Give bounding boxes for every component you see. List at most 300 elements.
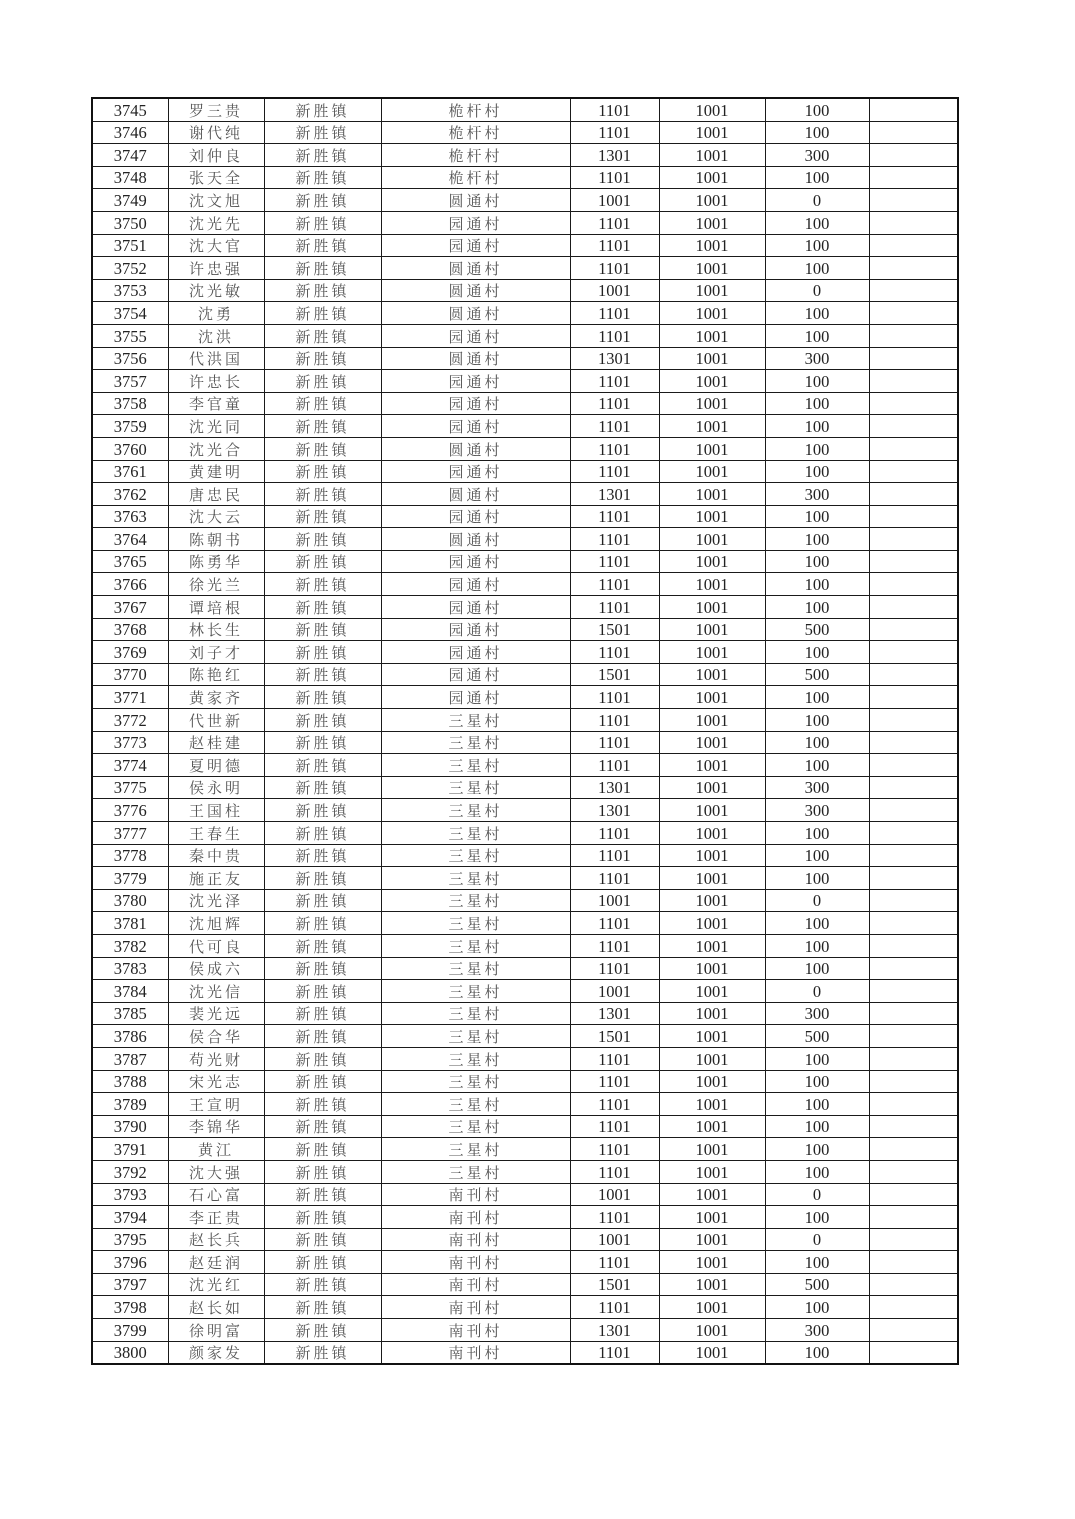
table-row (92, 1296, 958, 1319)
table-row (92, 370, 958, 393)
cell-name: 陈朝书 (168, 528, 264, 551)
cell-remark (869, 279, 958, 302)
cell-village: 三星村 (381, 980, 570, 1003)
cell-code-a: 1101 (570, 415, 659, 438)
cell-town: 新胜镇 (264, 1138, 381, 1161)
cell-serial: 3773 (92, 731, 168, 754)
cell-name: 侯永明 (168, 776, 264, 799)
cell-town: 新胜镇 (264, 528, 381, 551)
cell-village: 三星村 (381, 709, 570, 732)
cell-amount: 300 (765, 799, 869, 822)
cell-amount: 100 (765, 211, 869, 234)
cell-name: 李锦华 (168, 1115, 264, 1138)
cell-serial: 3787 (92, 1047, 168, 1070)
cell-town: 新胜镇 (264, 234, 381, 257)
cell-village: 三星村 (381, 889, 570, 912)
cell-code-a: 1101 (570, 505, 659, 528)
table-row (92, 1206, 958, 1229)
cell-code-a: 1101 (570, 257, 659, 280)
cell-amount: 100 (765, 844, 869, 867)
cell-name: 王宣明 (168, 1093, 264, 1116)
cell-amount: 100 (765, 166, 869, 189)
cell-village: 三星村 (381, 731, 570, 754)
cell-code-a: 1101 (570, 437, 659, 460)
cell-remark (869, 324, 958, 347)
cell-town: 新胜镇 (264, 257, 381, 280)
cell-name: 沈文旭 (168, 189, 264, 212)
cell-town: 新胜镇 (264, 957, 381, 980)
cell-name: 沈光泽 (168, 889, 264, 912)
cell-amount: 100 (765, 370, 869, 393)
table-row (92, 1251, 958, 1274)
cell-village: 园通村 (381, 211, 570, 234)
cell-town: 新胜镇 (264, 912, 381, 935)
table-row (92, 1319, 958, 1342)
cell-name: 沈光同 (168, 415, 264, 438)
cell-code-b: 1001 (659, 98, 765, 121)
cell-code-a: 1301 (570, 347, 659, 370)
cell-village: 圆通村 (381, 437, 570, 460)
cell-name: 夏明德 (168, 754, 264, 777)
cell-name: 沈旭辉 (168, 912, 264, 935)
cell-village: 园通村 (381, 663, 570, 686)
cell-code-b: 1001 (659, 392, 765, 415)
cell-village: 园通村 (381, 641, 570, 664)
cell-amount: 100 (765, 460, 869, 483)
cell-serial: 3782 (92, 934, 168, 957)
cell-town: 新胜镇 (264, 596, 381, 619)
cell-code-b: 1001 (659, 1070, 765, 1093)
table-row (92, 1228, 958, 1251)
cell-amount: 100 (765, 1160, 869, 1183)
table-row (92, 1025, 958, 1048)
cell-town: 新胜镇 (264, 709, 381, 732)
table-row (92, 505, 958, 528)
cell-serial: 3769 (92, 641, 168, 664)
cell-code-b: 1001 (659, 596, 765, 619)
cell-remark (869, 596, 958, 619)
cell-code-a: 1501 (570, 1273, 659, 1296)
cell-name: 沈大强 (168, 1160, 264, 1183)
table-row (92, 980, 958, 1003)
cell-code-a: 1301 (570, 776, 659, 799)
table-row (92, 528, 958, 551)
cell-amount: 300 (765, 144, 869, 167)
table-row (92, 822, 958, 845)
cell-amount: 100 (765, 528, 869, 551)
cell-code-b: 1001 (659, 889, 765, 912)
cell-town: 新胜镇 (264, 1251, 381, 1274)
cell-town: 新胜镇 (264, 211, 381, 234)
cell-serial: 3763 (92, 505, 168, 528)
cell-amount: 100 (765, 437, 869, 460)
cell-remark (869, 1206, 958, 1229)
cell-code-a: 1101 (570, 324, 659, 347)
cell-name: 沈光先 (168, 211, 264, 234)
cell-amount: 100 (765, 1296, 869, 1319)
cell-code-a: 1001 (570, 189, 659, 212)
cell-village: 园通村 (381, 415, 570, 438)
cell-serial: 3789 (92, 1093, 168, 1116)
cell-town: 新胜镇 (264, 166, 381, 189)
cell-name: 罗三贵 (168, 98, 264, 121)
cell-code-a: 1301 (570, 144, 659, 167)
table-row (92, 1138, 958, 1161)
cell-remark (869, 1228, 958, 1251)
table-row (92, 189, 958, 212)
cell-remark (869, 957, 958, 980)
cell-name: 黄江 (168, 1138, 264, 1161)
cell-village: 圆通村 (381, 483, 570, 506)
cell-village: 园通村 (381, 686, 570, 709)
cell-code-a: 1101 (570, 392, 659, 415)
cell-remark (869, 663, 958, 686)
cell-remark (869, 1070, 958, 1093)
cell-amount: 300 (765, 1002, 869, 1025)
table-row (92, 641, 958, 664)
cell-village: 三星村 (381, 1070, 570, 1093)
cell-remark (869, 822, 958, 845)
cell-name: 唐忠民 (168, 483, 264, 506)
cell-name: 宋光志 (168, 1070, 264, 1093)
cell-amount: 0 (765, 1228, 869, 1251)
cell-village: 园通村 (381, 460, 570, 483)
cell-code-a: 1101 (570, 641, 659, 664)
cell-serial: 3747 (92, 144, 168, 167)
cell-village: 三星村 (381, 799, 570, 822)
cell-code-a: 1101 (570, 1047, 659, 1070)
cell-remark (869, 1319, 958, 1342)
table-row (92, 844, 958, 867)
cell-code-b: 1001 (659, 234, 765, 257)
cell-village: 三星村 (381, 1138, 570, 1161)
cell-remark (869, 528, 958, 551)
cell-town: 新胜镇 (264, 1206, 381, 1229)
cell-code-b: 1001 (659, 980, 765, 1003)
cell-serial: 3746 (92, 121, 168, 144)
cell-serial: 3772 (92, 709, 168, 732)
cell-code-a: 1101 (570, 211, 659, 234)
cell-town: 新胜镇 (264, 573, 381, 596)
table-row (92, 437, 958, 460)
cell-remark (869, 867, 958, 890)
cell-name: 沈大官 (168, 234, 264, 257)
table-row (92, 234, 958, 257)
cell-amount: 300 (765, 776, 869, 799)
cell-remark (869, 234, 958, 257)
cell-serial: 3779 (92, 867, 168, 890)
cell-code-a: 1101 (570, 754, 659, 777)
cell-serial: 3793 (92, 1183, 168, 1206)
cell-amount: 100 (765, 1341, 869, 1364)
cell-serial: 3785 (92, 1002, 168, 1025)
cell-remark (869, 302, 958, 325)
cell-serial: 3800 (92, 1341, 168, 1364)
cell-serial: 3757 (92, 370, 168, 393)
cell-village: 圆通村 (381, 257, 570, 280)
table-row (92, 1273, 958, 1296)
cell-code-b: 1001 (659, 121, 765, 144)
table-row (92, 754, 958, 777)
cell-serial: 3751 (92, 234, 168, 257)
cell-name: 秦中贵 (168, 844, 264, 867)
cell-village: 三星村 (381, 1002, 570, 1025)
cell-village: 三星村 (381, 1115, 570, 1138)
cell-code-a: 1101 (570, 709, 659, 732)
cell-town: 新胜镇 (264, 279, 381, 302)
cell-amount: 100 (765, 392, 869, 415)
cell-code-a: 1101 (570, 550, 659, 573)
cell-serial: 3775 (92, 776, 168, 799)
table-row (92, 1047, 958, 1070)
cell-amount: 100 (765, 1115, 869, 1138)
table-row (92, 460, 958, 483)
cell-code-b: 1001 (659, 1115, 765, 1138)
cell-code-a: 1501 (570, 618, 659, 641)
cell-code-a: 1001 (570, 889, 659, 912)
cell-town: 新胜镇 (264, 1047, 381, 1070)
cell-name: 侯成六 (168, 957, 264, 980)
cell-amount: 100 (765, 731, 869, 754)
cell-amount: 100 (765, 573, 869, 596)
cell-code-b: 1001 (659, 1251, 765, 1274)
table-row (92, 550, 958, 573)
cell-remark (869, 641, 958, 664)
cell-amount: 100 (765, 822, 869, 845)
cell-code-b: 1001 (659, 776, 765, 799)
cell-code-a: 1301 (570, 1002, 659, 1025)
cell-town: 新胜镇 (264, 550, 381, 573)
cell-amount: 100 (765, 912, 869, 935)
cell-name: 赵长如 (168, 1296, 264, 1319)
cell-serial: 3795 (92, 1228, 168, 1251)
cell-code-a: 1301 (570, 799, 659, 822)
cell-serial: 3781 (92, 912, 168, 935)
cell-remark (869, 1251, 958, 1274)
table-row (92, 483, 958, 506)
cell-serial: 3788 (92, 1070, 168, 1093)
cell-remark (869, 1047, 958, 1070)
cell-village: 园通村 (381, 596, 570, 619)
cell-serial: 3767 (92, 596, 168, 619)
table-row (92, 1160, 958, 1183)
cell-name: 施正友 (168, 867, 264, 890)
table-row (92, 121, 958, 144)
cell-code-b: 1001 (659, 279, 765, 302)
cell-village: 三星村 (381, 1160, 570, 1183)
cell-name: 许忠长 (168, 370, 264, 393)
cell-remark (869, 1025, 958, 1048)
cell-name: 沈大云 (168, 505, 264, 528)
table-row (92, 257, 958, 280)
cell-name: 王国柱 (168, 799, 264, 822)
cell-serial: 3768 (92, 618, 168, 641)
cell-code-a: 1101 (570, 934, 659, 957)
table-row (92, 912, 958, 935)
cell-code-b: 1001 (659, 211, 765, 234)
cell-village: 园通村 (381, 370, 570, 393)
cell-code-b: 1001 (659, 550, 765, 573)
data-table (91, 97, 959, 1365)
cell-code-a: 1101 (570, 686, 659, 709)
cell-remark (869, 121, 958, 144)
cell-amount: 0 (765, 1183, 869, 1206)
cell-name: 王春生 (168, 822, 264, 845)
cell-serial: 3761 (92, 460, 168, 483)
cell-village: 南刊村 (381, 1341, 570, 1364)
cell-amount: 500 (765, 663, 869, 686)
cell-remark (869, 1138, 958, 1161)
cell-amount: 100 (765, 754, 869, 777)
cell-code-b: 1001 (659, 844, 765, 867)
cell-amount: 100 (765, 505, 869, 528)
cell-town: 新胜镇 (264, 1002, 381, 1025)
cell-code-b: 1001 (659, 1228, 765, 1251)
cell-town: 新胜镇 (264, 1341, 381, 1364)
cell-code-b: 1001 (659, 1296, 765, 1319)
cell-serial: 3755 (92, 324, 168, 347)
cell-village: 桅杆村 (381, 98, 570, 121)
table-row (92, 618, 958, 641)
cell-code-a: 1101 (570, 1251, 659, 1274)
table-row (92, 776, 958, 799)
cell-amount: 0 (765, 189, 869, 212)
cell-amount: 100 (765, 686, 869, 709)
cell-code-b: 1001 (659, 1002, 765, 1025)
cell-serial: 3756 (92, 347, 168, 370)
cell-remark (869, 754, 958, 777)
cell-amount: 300 (765, 1319, 869, 1342)
cell-remark (869, 799, 958, 822)
cell-name: 沈光合 (168, 437, 264, 460)
cell-amount: 300 (765, 347, 869, 370)
table-row (92, 934, 958, 957)
cell-code-b: 1001 (659, 663, 765, 686)
cell-village: 三星村 (381, 822, 570, 845)
table-row (92, 573, 958, 596)
cell-amount: 100 (765, 324, 869, 347)
cell-remark (869, 144, 958, 167)
cell-code-b: 1001 (659, 505, 765, 528)
cell-village: 园通村 (381, 392, 570, 415)
cell-town: 新胜镇 (264, 1025, 381, 1048)
cell-name: 刘子才 (168, 641, 264, 664)
cell-town: 新胜镇 (264, 686, 381, 709)
cell-remark (869, 731, 958, 754)
cell-remark (869, 415, 958, 438)
cell-code-a: 1001 (570, 1183, 659, 1206)
cell-code-a: 1101 (570, 370, 659, 393)
cell-name: 颜家发 (168, 1341, 264, 1364)
cell-serial: 3797 (92, 1273, 168, 1296)
cell-serial: 3784 (92, 980, 168, 1003)
cell-village: 圆通村 (381, 347, 570, 370)
cell-town: 新胜镇 (264, 889, 381, 912)
cell-town: 新胜镇 (264, 302, 381, 325)
cell-code-b: 1001 (659, 144, 765, 167)
cell-remark (869, 1093, 958, 1116)
cell-serial: 3766 (92, 573, 168, 596)
cell-code-b: 1001 (659, 1319, 765, 1342)
cell-name: 裴光远 (168, 1002, 264, 1025)
cell-amount: 0 (765, 889, 869, 912)
cell-code-b: 1001 (659, 324, 765, 347)
cell-town: 新胜镇 (264, 844, 381, 867)
cell-serial: 3748 (92, 166, 168, 189)
cell-village: 南刊村 (381, 1228, 570, 1251)
cell-town: 新胜镇 (264, 1273, 381, 1296)
cell-town: 新胜镇 (264, 822, 381, 845)
cell-remark (869, 844, 958, 867)
cell-code-b: 1001 (659, 754, 765, 777)
cell-village: 南刊村 (381, 1183, 570, 1206)
cell-remark (869, 1273, 958, 1296)
cell-code-a: 1101 (570, 302, 659, 325)
table-row (92, 799, 958, 822)
cell-village: 桅杆村 (381, 144, 570, 167)
table-row (92, 415, 958, 438)
cell-village: 三星村 (381, 1093, 570, 1116)
cell-amount: 0 (765, 980, 869, 1003)
table-row (92, 302, 958, 325)
cell-remark (869, 618, 958, 641)
cell-serial: 3771 (92, 686, 168, 709)
cell-name: 赵廷润 (168, 1251, 264, 1274)
cell-town: 新胜镇 (264, 324, 381, 347)
cell-amount: 100 (765, 121, 869, 144)
cell-code-b: 1001 (659, 1341, 765, 1364)
table-row (92, 957, 958, 980)
cell-code-a: 1101 (570, 1160, 659, 1183)
cell-town: 新胜镇 (264, 618, 381, 641)
table-row (92, 144, 958, 167)
table-row (92, 324, 958, 347)
table-row (92, 663, 958, 686)
table-row (92, 166, 958, 189)
cell-name: 赵桂建 (168, 731, 264, 754)
cell-code-b: 1001 (659, 189, 765, 212)
cell-town: 新胜镇 (264, 98, 381, 121)
cell-code-b: 1001 (659, 573, 765, 596)
cell-code-a: 1101 (570, 1070, 659, 1093)
cell-village: 园通村 (381, 234, 570, 257)
cell-village: 园通村 (381, 550, 570, 573)
cell-remark (869, 211, 958, 234)
cell-remark (869, 1183, 958, 1206)
cell-code-a: 1501 (570, 1025, 659, 1048)
cell-amount: 100 (765, 1251, 869, 1274)
table-row (92, 98, 958, 121)
cell-town: 新胜镇 (264, 934, 381, 957)
cell-town: 新胜镇 (264, 1296, 381, 1319)
cell-name: 李正贵 (168, 1206, 264, 1229)
cell-village: 三星村 (381, 776, 570, 799)
table-row (92, 731, 958, 754)
cell-code-b: 1001 (659, 1183, 765, 1206)
cell-code-a: 1001 (570, 1228, 659, 1251)
cell-code-a: 1101 (570, 1206, 659, 1229)
cell-name: 沈光信 (168, 980, 264, 1003)
cell-code-b: 1001 (659, 415, 765, 438)
cell-town: 新胜镇 (264, 144, 381, 167)
cell-remark (869, 505, 958, 528)
cell-code-b: 1001 (659, 799, 765, 822)
cell-remark (869, 460, 958, 483)
cell-code-a: 1101 (570, 121, 659, 144)
cell-name: 谭培根 (168, 596, 264, 619)
cell-remark (869, 483, 958, 506)
cell-village: 圆通村 (381, 279, 570, 302)
